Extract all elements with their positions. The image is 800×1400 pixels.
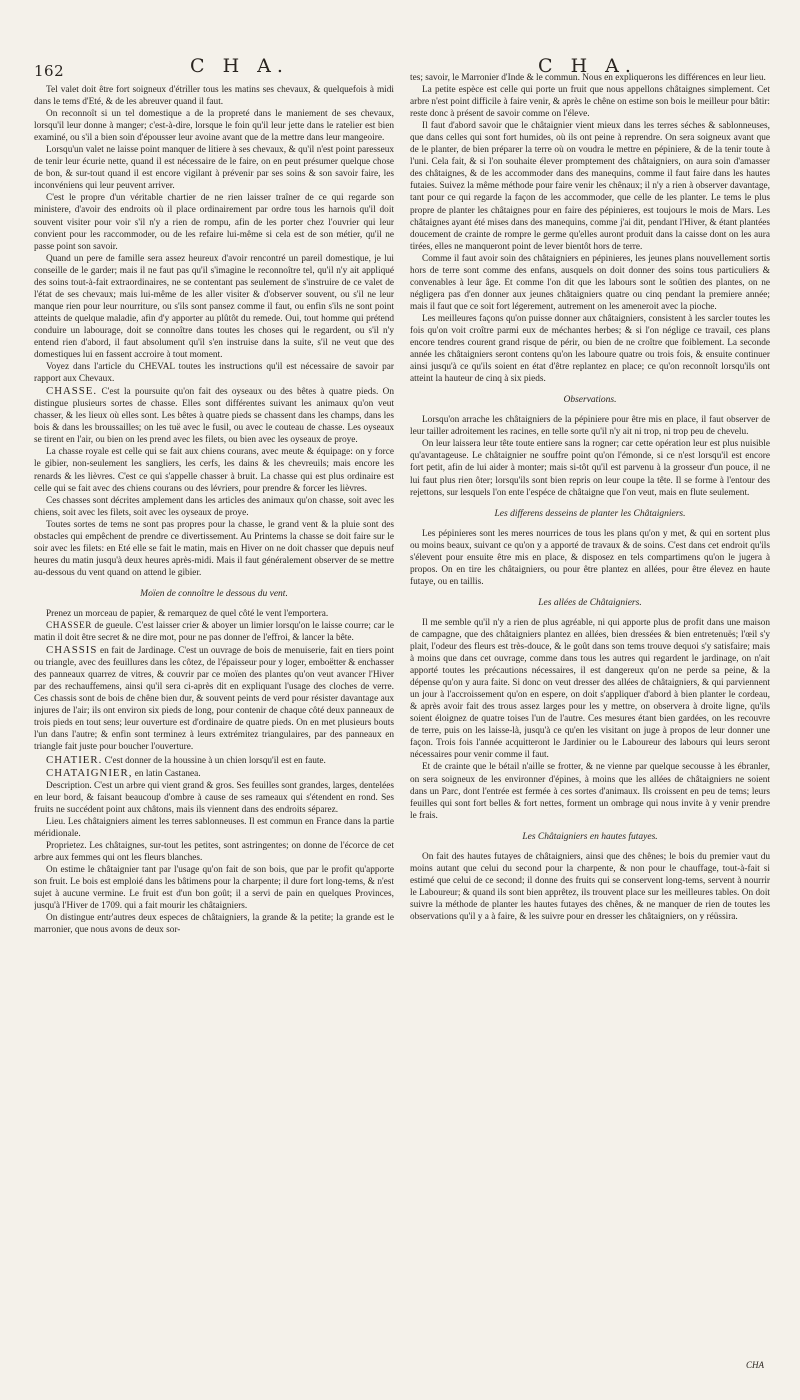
- section-heading: Les Châtaigniers en hautes futayes.: [522, 831, 658, 842]
- entry-text: C'est la poursuite qu'on fait des oyseaux ou des bêtes à quatre pieds. On distingue plusieurs sortes de chasse. Elles sont différentes suivant les animaux qu'on veut chasser, & les lieux où elles sont. Les bêtes à quatre pieds se chassent dans les champs, dans les bois & dans les broussailles; on les tuë avec le fusil, ou avec le couteau de chasse. Les oyseaux se tirent en l'air, ou bien on les prend avec les filets, ou bien avec les oyseaux de proye.: [34, 387, 394, 446]
- paragraph: Prenez un morceau de papier, & remarquez de quel côté le vent l'emportera.: [46, 608, 329, 619]
- paragraph: Quand un pere de famille sera assez heureux d'avoir rencontré un pareil domestique, je lui conseille de le garder; mais il ne faut pas qu'il s'imagine le reconnoître tel, qu'il n'y ait appliqué des soins tout-à-fait extraordinaires, ne se contentant pas seulement de s'instruire de ce valet de l'état de ses chevaux; mais lui-même de les aller visiter & d'observer souvent, ou s'il ne leur manque rien pour leur nourriture, ou s'ils sont pansez comme il faut, ou enfin s'ils ne sont point atteints de quelque maladie, afin d'y apporter au plûtôt du remede. Oui, tout homme qui prétend conduire un labourage, doit se connoître dans toutes les choses qui le regardent, ou s'il n'y entend rien d'abord, il faut absolument qu'il s'en instruise dans la suite, s'il ne veut que des domestiques lui en fassent accroire à tout moment.: [34, 253, 394, 361]
- paragraph: Lorsqu'on arrache les châtaigniers de la pépiniere pour être mis en place, il faut observer de leur tailler adroitement les racines, en telle sorte qu'il n'y ait ni trop, ni trop peu de chevelu.: [410, 415, 770, 438]
- paragraph: On reconnoît si un tel domestique a de la propreté dans le maniement de ses chevaux, lorsqu'il leur donne à manger; c'est-à-dire, lorsque le foin qu'il leur jette dans le ratelier est bien examiné, ou s'il a bien soin d'épousser leur avoine avant que de la mettre dans leur mangeoire.: [34, 109, 394, 144]
- paragraph: Et de crainte que le bétail n'aille se frotter, & ne vienne par quelque secousse à les ébranler, on sera soigneux de les environner d'épines, à moins que les allées de châtaigniers ne soient dans un Parc, dont l'entrée est fermée à ces sortes d'animaux. Ils croissent en peu de tems; leurs feuilles qui sont fort belles & fort nettes, forment un ombrage qui nous invite à y venir prendre le frais.: [410, 762, 770, 821]
- running-head-left: C H A.: [190, 55, 289, 77]
- running-head-right: C H A.: [538, 55, 637, 77]
- entry-text: en latin Castanea.: [134, 768, 201, 779]
- paragraph: Lorsqu'un valet ne laisse point manquer de litiere à ses chevaux, & qu'il n'est point paresseux de tenir leur écurie nette, quand il est nécessaire de le faire, on en peut présumer quelque chose de bon, & sur-tout quand il est encore vigilant à prévenir par ses soins & son savoir faire, les inconvéniens qui leur peuvent arriver.: [34, 145, 394, 192]
- right-column: [410, 72, 770, 1372]
- paragraph: Comme il faut avoir soin des châtaigniers en pépinieres, les jeunes plans nouvellement sortis hors de terre sont comme des enfans, ausquels on doit donner des soins tous particuliers & convenables à leur âge. Et comme l'on dit que les labours sont le soûtien des plantes, on ne négligera pas d'en donner aux jeunes châtaigniers quatre ou cinq pendant la premiere année; mais il faut que ce soit fort légerement, autrement on les ameneroit avec la pioche.: [410, 253, 770, 312]
- paragraph: Il me semble qu'il n'y a rien de plus agréable, ni qui apporte plus de profit dans une maison de campagne, que des châtaigniers plantez en allées, bien dressées & bien entretenuës; l'œil s'y plait, l'odeur des fleurs est très-douce, & le goût dans son tems trouve dequoi s'y satisfaire; mais à moins que dans cet ouvrage, comme dans tous les autres qui regardent le jardinage, on n'ait apporté toutes les précautions nécessaires, il est dangereux qu'on ne perde sa peine, & la dépense qu'on y aura faite. Si donc on veut dresser des allées de châtaigniers, & qui parviennent un jour à l'accroissement qu'on en espere, on doit s'appliquer d'abord à bien planter le cordeau, & après avoir fait des trous assez larges pour les y mettre, on observera à droite ligne, qu'ils soient éloignez de quatre toises l'un de l'autre. Ces mesures étant bien gardées, on les recouvre de terre, puis on les laisse-là, jusqu'à ce qu'en les visitant on juge à propos de leur donner une façon. Trois fois l'année acquitteront le Jardinier ou le Laboureur des labours qui leurs seront nécessaires pour venir comme il faut.: [410, 617, 770, 761]
- paragraph: Voyez dans l'article du CHEVAL toutes les instructions qu'il est nécessaire de savoir par rapport aux Chevaux.: [34, 362, 394, 385]
- entry-text: en fait de Jardinage. C'est un ouvrage de bois de menuiserie, fait en tiers point ou triangle, avec des feuillures dans les côtez, de l'épaisseur pour y loger, emboëtter & enchasser des panneaux quarrez de vitres, & couvrir par ce moïen des plantes qu'on veut avancer l'Hiver par des rechauffemens, ainsi qu'il sera ci-après dit en expliquant l'usage des cloches de verre. Ces chassis sont de bois de chêne bien dur, & souvent peints de verd pour résister davantage aux injures de l'air; ils ont environ six pieds de long, pour contenir de chaque côté deux panneaux de trois pieds en tout sens; leur ouverture est d'ordinaire de quatre pieds. On en met plusieurs bouts l'un dans l'autre; & enfin sont terminez à leurs extrémitez triangulaires, par des panneaux en triangle fait juste pour boucher l'ouverture.: [34, 646, 394, 753]
- section-heading: Les allées de Châtaigniers.: [538, 597, 642, 608]
- paragraph: On estime le châtaignier tant par l'usage qu'on fait de son bois, que par le profit qu'apporte son fruit. Le bois est emploié dans les bâtimens pour la charpente; il dure fort long-tems, & n'est sujet à aucune vermine. Le fruit est d'un bon goût; il a servi de pain en quelques Provinces, jusqu'à l'Hiver de 1709. qui a fait mourir les châtaigniers.: [34, 864, 394, 912]
- section-heading: Moïen de connoître le dessous du vent.: [140, 588, 288, 599]
- entry-chataignier: [34, 767, 394, 780]
- entry-text: C'est donner de la houssine à un chien lorsqu'il est en faute.: [104, 755, 326, 766]
- entry-headword: CHATIER.: [46, 753, 103, 766]
- paragraph: On fait des hautes futayes de châtaigniers, ainsi que des chênes; le bois du premier vaut du moins autant que celui du second pour la charpente, & non pour le chauffage, tout-à-fait si estimé que celui de ce second; il donne des fruits qui se conservent long-tems, servent à nourrir le Laboureur; & quand ils sont bien apprêtez, ils trouvent place sur les meilleures tables. On doit suivre la méthode de planter les hautes futayes des chênes, & ne manquer de rien de toutes les observations qu'il y a à faire, & les suivre pour en dresser les châtaigniers, on y réüssira.: [410, 851, 770, 922]
- paragraph: La petite espèce est celle qui porte un fruit que nous appellons châtaignes simplement. Cet arbre n'est point difficile à faire venir, & après le chêne on estime son bois le meilleur pour bâtir: reste donc à présent de savoir comme on l'éleve.: [410, 85, 770, 120]
- entry-chatier: [34, 754, 394, 767]
- entry-headword: CHASSIS: [46, 644, 98, 657]
- paragraph: Description. C'est un arbre qui vient grand & gros. Ses feuilles sont grandes, larges, dentelées en leur bord, & faisant beaucoup d'ombre à cause de ses rameaux qui s'étendent en rond. Ses fruits ne succédent point aux châtons, mais ils viennent dans des endroits séparez.: [34, 780, 394, 815]
- paragraph: C'est le propre d'un véritable chartier de ne rien laisser traîner de ce qui regarde son ministere, d'avoir des endroits où il place ordinairement par ordre tous les harnois qu'il doit souvent visiter pour voir s'il n'y a rien de rompu, afin de les porter chez l'ouvrier qui leur convient pour les raccommoder, ou de les refaire lui-même si cela est de son métier, qu'il ne passe point son savoir.: [34, 193, 394, 252]
- paragraph: Il faut d'abord savoir que le châtaignier vient mieux dans les terres séches & sablonneuses, que dans celles qui sont fort humides, où ils ont peine à reprendre. On sera soigneux avant que de le planter, de bien préparer la terre où on voudra le mettre en pépiniere, & de la tenir toute à l'uni. Cela fait, & si l'on souhaite élever promptement des châtaigniers, on aura soin d'amasser des châtaignes, & de les accommoder dans des manequins, comme il faut faire dans les hautes futaies. Suivez la même méthode pour faire venir les chênaux; il n'y a rien à observer davantage, tant pour ce qui regarde la façon de les accommoder, que celle de les planter. Le tems le plus propre de planter les châtaignes pour en faire des pépinieres, est toujours le mois de Mars. Les châtaignes ayant été mises dans des manequins, comme j'ai dit, pendant l'Hiver, & étant plantées doucement de crainte de rompre le germe qu'elles auront produit dans la caisse dont on les aura tirées, elles ne manqueront point de lever bientôt hors de terre.: [410, 121, 770, 252]
- paragraph: Les meilleures façons qu'on puisse donner aux châtaigniers, consistent à les sarcler toutes les fois qu'on voit croître parmi eux de méchantes herbes; & si l'on néglige ce travail, ces plans encore tendres courent grand risque de périr, ou bien de ne croître que foiblement. La seconde année les châtaigniers seront contens qu'on les laboure quatre ou trois fois, & ensuite continuer ainsi jusqu'à ce qu'ils soient en état d'être replantez en place; ce qu'on reconnoît lorsqu'ils ont atteint la hauteur de cinq à six pieds.: [410, 313, 770, 385]
- section-heading: Observations.: [563, 395, 617, 406]
- entry-headword: CHASSE.: [46, 385, 98, 398]
- section-heading: Les differens desseins de planter les Châtaigniers.: [494, 508, 686, 519]
- paragraph: On distingue entr'autres deux especes de châtaigniers, la grande & la petite; la grande est le marronier, que nous avons de deux sor-: [34, 913, 394, 936]
- entry-chasser: [34, 620, 394, 644]
- paragraph: La chasse royale est celle qui se fait aux chiens courans, avec meute & équipage: on y force le gibier, non-seulement les sangliers, les cerfs, les dains & les chevreuils; mais encore les renards & les lièvres. C'est ce qui s'appelle chasser à bruit. La chasse qui est plus ordinaire est celle qui se fait avec des chiens courans ou des lévriers, pour prendre & forcer les lièvres.: [34, 447, 394, 494]
- paragraph: Proprietez. Les châtaignes, sur-tout les petites, sont astringentes; on donne de l'écorce de cet arbre aux femmes qui ont les fleurs blanches.: [34, 840, 394, 863]
- paragraph: Lieu. Les châtaigniers aiment les terres sablonneuses. Il est commun en France dans la partie méridionale.: [34, 816, 394, 839]
- paragraph: tes; savoir, le Marronier d'Inde & le commun. Nous en expliquerons les différences en leur lieu.: [410, 73, 766, 83]
- paragraph: Toutes sortes de tems ne sont pas propres pour la chasse, le grand vent & la pluie sont des obstacles qui empêchent de prendre ce divertissement. Au Printems la chasse se doit faire sur le soir avec les filets: en Eté elle se fait le matin, mais en Hiver on ne doit chasser que depuis neuf heures du matin jusqu'à deux heures après-midi. Mais il faut généralement observer de se mettre au-dessous du vent quand on attend le gibier.: [34, 519, 394, 578]
- entry-headword: CHASSER: [46, 621, 93, 632]
- entry-chassis: [34, 644, 394, 753]
- paragraph: Les pépinieres sont les meres nourrices de tous les plans qu'on y met, & qui en sortent plus ou moins beaux, suivant ce qu'on y a apporté de travaux & de soins. C'est dans cet endroit qu'ils s'élevent pour ensuite être mis en place, & disposez en tels compartimens qu'on le jugera à propos. On en tire les châtaigniers, ou pour être plantez en allées, pour être élevez en haute futaye, ou en taillis.: [410, 528, 770, 587]
- paragraph: On leur laissera leur tête toute entiere sans la rogner; car cette opération leur est plus nuisible qu'avantageuse. Le châtaignier ne souffre point qu'on l'émonde, si ce n'est lorsqu'il est encore fort petit, afin de lui aider à monter; mais si-tôt qu'il est parvenu à la grosseur d'un pouce, il ne lui faut plus rien ôter; lorsqu'ils sont bien repris on leur coupe la tête. Il se forme à l'entour des rejettons, sur lesquels l'on ente l'espéce de châtaigne que l'on veut, mais en flute seulement.: [410, 439, 770, 498]
- paragraph: Tel valet doit être fort soigneux d'étriller tous les matins ses chevaux, & quelquefois à midi dans le tems d'Eté, & de les abreuver quand il faut.: [34, 85, 394, 108]
- entry-text: de gueule. C'est laisser crier & aboyer un limier lorsqu'on le laisse courre; car le matin il doit être secret & ne dire mot, pour ne pas donner de l'effroi, & lancer la bête.: [34, 621, 394, 644]
- entry-chasse: [34, 385, 394, 446]
- paragraph: Ces chasses sont décrites amplement dans les articles des animaux qu'on chasse, soit avec les chiens, soit avec les filets, soit avec les oyseaux de proye.: [34, 495, 394, 518]
- catchword: CHA: [746, 1360, 764, 1370]
- left-column: [34, 84, 394, 1384]
- entry-headword: CHATAIGNIER,: [46, 766, 133, 779]
- page-number: 162: [34, 62, 65, 80]
